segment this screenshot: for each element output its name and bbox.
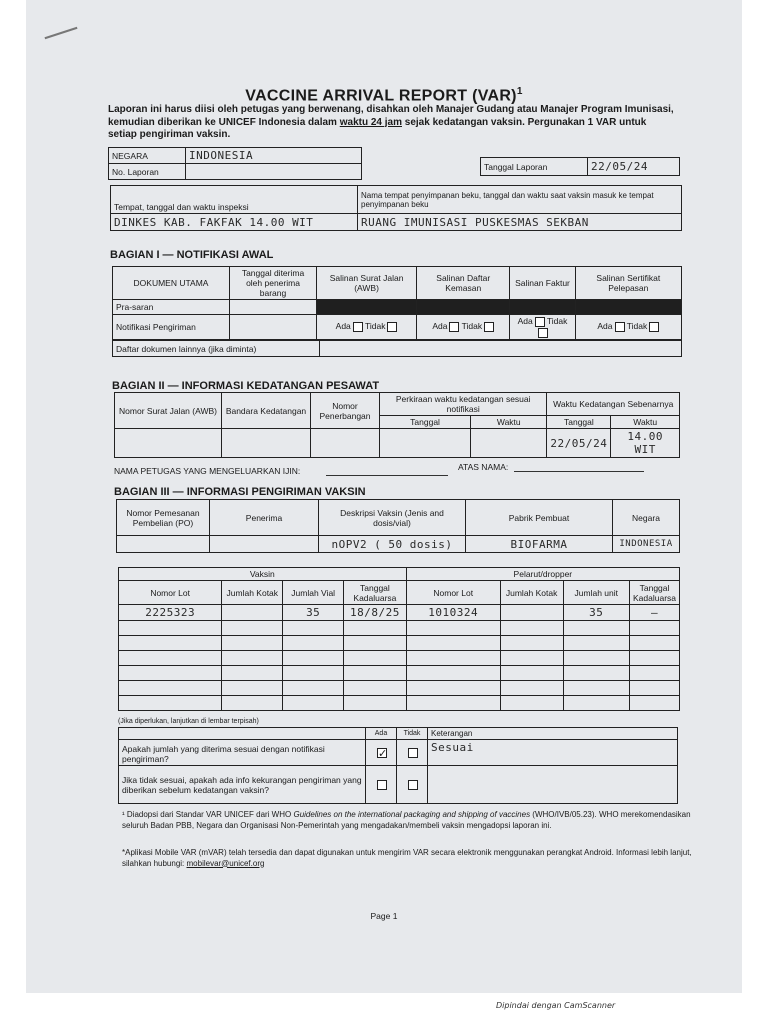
s3-header-negara: Negara [613,500,680,536]
lot-cell[interactable]: 1010324 [406,605,500,621]
s3-header-penerima: Penerima [210,500,319,536]
pen-mark [45,27,78,39]
s1-header-awb: Salinan Surat Jalan (AWB) [317,267,417,300]
section3-title: BAGIAN III — INFORMASI PENGIRIMAN VAKSIN [114,486,366,498]
officer-line[interactable] [326,475,448,476]
page-number: Page 1 [370,911,398,921]
lot-cell[interactable] [630,666,680,681]
lot-cell[interactable] [563,681,630,696]
penyimpanan-value[interactable]: RUANG IMUNISASI PUSKESMAS SEKBAN [358,214,682,231]
s1-header-tanggal: Tanggal diterima oleh penerima barang [230,267,317,300]
lot-cell[interactable] [283,621,344,636]
lot-cell[interactable] [344,621,407,636]
table-row [119,621,680,636]
checkbox-checked[interactable] [377,748,387,758]
s2-header-perkiraan: Perkiraan waktu kedatangan sesuai notifikasi [380,393,547,416]
on-behalf-label: ATAS NAMA: [458,462,509,472]
report-title: VACCINE ARRIVAL REPORT (VAR)$^1$ [245,86,523,105]
question-1: Apakah jumlah yang diterima sesuai dengan notifikasi pengiriman? [119,740,366,766]
lot-cell[interactable] [119,666,222,681]
lot-table [118,567,680,711]
pelarut-group-header: Pelarut/dropper [406,568,679,581]
checkbox[interactable] [353,322,363,332]
footnote-1: ¹ Diadopsi dari Standar VAR UNICEF dari WHO Guidelines on the international packaging and shipping of vaccines (WHO/IVB/05.23). WHO merekomendasikan seluruh Badan PBB, Negara dan Organisasi Non-Pemerintah yang mengadakan/membeli vaksin mengadopsi laporan ini. [122,810,691,830]
row-prasaran: Pra-saran [113,300,230,315]
lot-cell[interactable] [222,666,283,681]
checkbox[interactable] [377,780,387,790]
lot-cell[interactable]: 35 [283,605,344,621]
s1-header-kemasan: Salinan Daftar Kemasan [417,267,510,300]
q-header-ada: Ada [366,728,397,740]
negara-value[interactable]: INDONESIA [186,148,362,164]
s1-header-sertifikat: Salinan Sertifikat Pelepasan [575,267,681,300]
continue-note: (Jika diperlukan, lanjutkan di lembar terpisah) [118,718,259,725]
faktur-ada-tidak: Ada Tidak [510,315,575,340]
lot-cell[interactable] [222,605,283,621]
no-laporan-label: No. Laporan [109,164,186,180]
lot-cell[interactable] [344,681,407,696]
lot-header: Tanggal Kadaluarsa [630,581,680,605]
footnote-2: *Aplikasi Mobile VAR (mVAR) telah tersedia dan dapat digunakan untuk mengirim VAR secara elektronik menggunakan perangkat Android. Informasi lebih lanjut, silahkan hubungi: mobilevar@unicef.org [122,848,692,868]
lot-cell[interactable] [563,696,630,711]
checkbox[interactable] [535,317,545,327]
prasaran-date[interactable] [230,300,317,315]
q-header-keterangan: Keterangan [428,728,678,740]
checkbox[interactable] [449,322,459,332]
lot-cell[interactable] [500,605,563,621]
lot-cell[interactable] [222,696,283,711]
table-row [119,605,680,621]
notifikasi-date[interactable] [230,315,317,340]
checkbox[interactable] [387,322,397,332]
lot-cell[interactable] [344,651,407,666]
section3-table [116,499,680,553]
other-docs-value[interactable] [320,341,682,357]
penyimpanan-label: Nama tempat penyimpanan beku, tanggal dan waktu saat vaksin masuk ke tempat penyimpanan beku [358,186,682,214]
q1-keterangan[interactable]: Sesuai [428,740,678,766]
checkbox[interactable] [408,780,418,790]
inspeksi-value[interactable]: DINKES KAB. FAKFAK 14.00 WIT [111,214,358,231]
sertifikat-ada-tidak: Ada Tidak [575,315,681,340]
q1-ada-cell [366,740,397,766]
lot-header: Nomor Lot [406,581,500,605]
checkbox[interactable] [615,322,625,332]
scanner-watermark: Dipindai dengan CamScanner [496,1001,616,1010]
q2-keterangan[interactable] [428,766,678,804]
country-table [108,147,362,180]
q-blank [119,728,366,740]
s2-sub-tanggal: Tanggal [547,416,611,429]
lot-cell[interactable] [500,666,563,681]
lot-header: Jumlah Kotak [222,581,283,605]
s2-header-bandara: Bandara Kedatangan [222,393,311,429]
lot-cell[interactable] [119,651,222,666]
lot-cell[interactable] [222,681,283,696]
other-docs-label: Daftar dokumen lainnya (jika diminta) [113,341,320,357]
lot-header: Jumlah Vial [283,581,344,605]
q1-tidak-cell [397,740,428,766]
lot-cell[interactable] [283,696,344,711]
table-row [119,696,680,711]
lot-cell[interactable] [563,651,630,666]
kemasan-ada-tidak: Ada Tidak [417,315,510,340]
questions-table [118,727,678,804]
lot-cell[interactable] [630,681,680,696]
section2-table [114,392,680,458]
q-header-tidak: Tidak [397,728,428,740]
actual-time[interactable]: 14.00 WIT [611,429,680,458]
deskripsi-value[interactable]: nOPV2 ( 50 dosis) [319,536,466,553]
blacked-cell [510,300,575,315]
bandara-value[interactable] [222,429,311,458]
lot-cell[interactable] [563,621,630,636]
checkbox[interactable] [649,322,659,332]
lot-cell[interactable] [222,636,283,651]
row-notifikasi: Notifikasi Pengiriman [113,315,230,340]
lot-cell[interactable] [222,621,283,636]
s2-sub-waktu: Waktu [471,416,547,429]
s1-header-faktur: Salinan Faktur [510,267,575,300]
lot-cell[interactable] [283,651,344,666]
inspection-table [110,185,682,231]
checkbox[interactable] [538,328,548,338]
q2-ada-cell [366,766,397,804]
lot-cell[interactable] [222,651,283,666]
on-behalf-line[interactable] [514,471,644,472]
table-row [119,681,680,696]
lot-header: Nomor Lot [119,581,222,605]
penerbangan-value[interactable] [311,429,380,458]
lot-cell[interactable] [630,696,680,711]
section2-title: BAGIAN II — INFORMASI KEDATANGAN PESAWAT [112,380,380,392]
table-row [119,666,680,681]
email-link[interactable]: mobilevar@unicef.org [186,858,265,868]
s3-header-deskripsi: Deskripsi Vaksin (Jenis and dosis/vial) [319,500,466,536]
other-docs-table [112,340,682,357]
question-2: Jika tidak sesuai, apakah ada info kekurangan pengiriman yang diberikan sebelum kedatangan vaksin? [119,766,366,804]
lot-cell[interactable] [119,681,222,696]
blacked-cell [317,300,417,315]
table-row [119,651,680,666]
lot-cell[interactable] [563,636,630,651]
lot-cell[interactable]: 35 [563,605,630,621]
s3-header-po: Nomor Pemesanan Pembelian (PO) [117,500,210,536]
perkiraan-tanggal[interactable] [380,429,471,458]
lot-cell[interactable] [630,621,680,636]
table-row [119,636,680,651]
lot-cell[interactable] [283,636,344,651]
vaksin-group-header: Vaksin [119,568,407,581]
lot-cell[interactable] [119,621,222,636]
lot-cell[interactable]: 2225323 [119,605,222,621]
lot-cell[interactable] [500,696,563,711]
lot-cell[interactable] [500,636,563,651]
lot-cell[interactable] [406,666,500,681]
lot-cell[interactable] [563,666,630,681]
awb-ada-tidak: Ada Tidak [317,315,417,340]
lot-header: Jumlah unit [563,581,630,605]
perkiraan-waktu[interactable] [471,429,547,458]
checkbox[interactable] [484,322,494,332]
lot-cell[interactable] [283,666,344,681]
lot-cell[interactable]: 18/8/25 [344,605,407,621]
lot-cell[interactable] [406,696,500,711]
negara-value-s3[interactable]: INDONESIA [613,536,680,553]
s3-header-pabrik: Pabrik Pembuat [466,500,613,536]
lot-header: Tanggal Kadaluarsa [344,581,407,605]
officer-label: NAMA PETUGAS YANG MENGELUARKAN IJIN: [114,466,301,476]
lot-cell[interactable] [500,681,563,696]
checkbox[interactable] [408,748,418,758]
s1-header-dokumen: DOKUMEN UTAMA [113,267,230,300]
s2-header-awb: Nomor Surat Jalan (AWB) [115,393,222,429]
lot-cell[interactable] [119,636,222,651]
po-value[interactable] [117,536,210,553]
lot-cell[interactable] [630,636,680,651]
lot-cell[interactable] [119,696,222,711]
lot-cell[interactable] [406,621,500,636]
lot-cell[interactable] [406,636,500,651]
document-page [26,0,742,993]
report-date-table [480,157,680,176]
lot-cell[interactable] [283,681,344,696]
lot-header: Jumlah Kotak [500,581,563,605]
check-icon: ✓ [378,747,388,760]
lot-cell[interactable] [344,666,407,681]
q2-tidak-cell [397,766,428,804]
awb-value[interactable] [115,429,222,458]
lot-cell[interactable] [500,651,563,666]
s2-sub-waktu: Waktu [611,416,680,429]
inspeksi-label: Tempat, tanggal dan waktu inspeksi [111,186,358,214]
pabrik-value[interactable]: BIOFARMA [466,536,613,553]
s2-header-penerbangan: Nomor Penerbangan [311,393,380,429]
s2-header-sebenarnya: Waktu Kedatangan Sebenarnya [547,393,680,416]
no-laporan-value[interactable] [186,164,362,180]
lot-cell[interactable] [630,651,680,666]
section1-table [112,266,682,340]
penerima-value[interactable] [210,536,319,553]
tanggal-laporan-value[interactable]: 22/05/24 [588,158,680,176]
tanggal-laporan-label: Tanggal Laporan [481,158,588,176]
actual-date[interactable]: 22/05/24 [547,429,611,458]
lot-cell[interactable] [500,621,563,636]
lot-cell[interactable] [344,696,407,711]
blacked-cell [575,300,681,315]
lot-cell[interactable]: — [630,605,680,621]
lot-cell[interactable] [406,651,500,666]
lot-cell[interactable] [344,636,407,651]
s2-sub-tanggal: Tanggal [380,416,471,429]
section1-title: BAGIAN I — NOTIFIKASI AWAL [110,249,274,261]
intro-text: Laporan ini harus diisi oleh petugas yang berwenang, disahkan oleh Manajer Gudang atau Manajer Program Imunisasi, kemudian diberikan ke UNICEF Indonesia dalam waktu 24 jam sejak kedatangan vaksin. Pergunakan 1 VAR untuk setiap pengiriman vaksin. [108,104,674,140]
lot-cell[interactable] [406,681,500,696]
negara-label: NEGARA [109,148,186,164]
blacked-cell [417,300,510,315]
